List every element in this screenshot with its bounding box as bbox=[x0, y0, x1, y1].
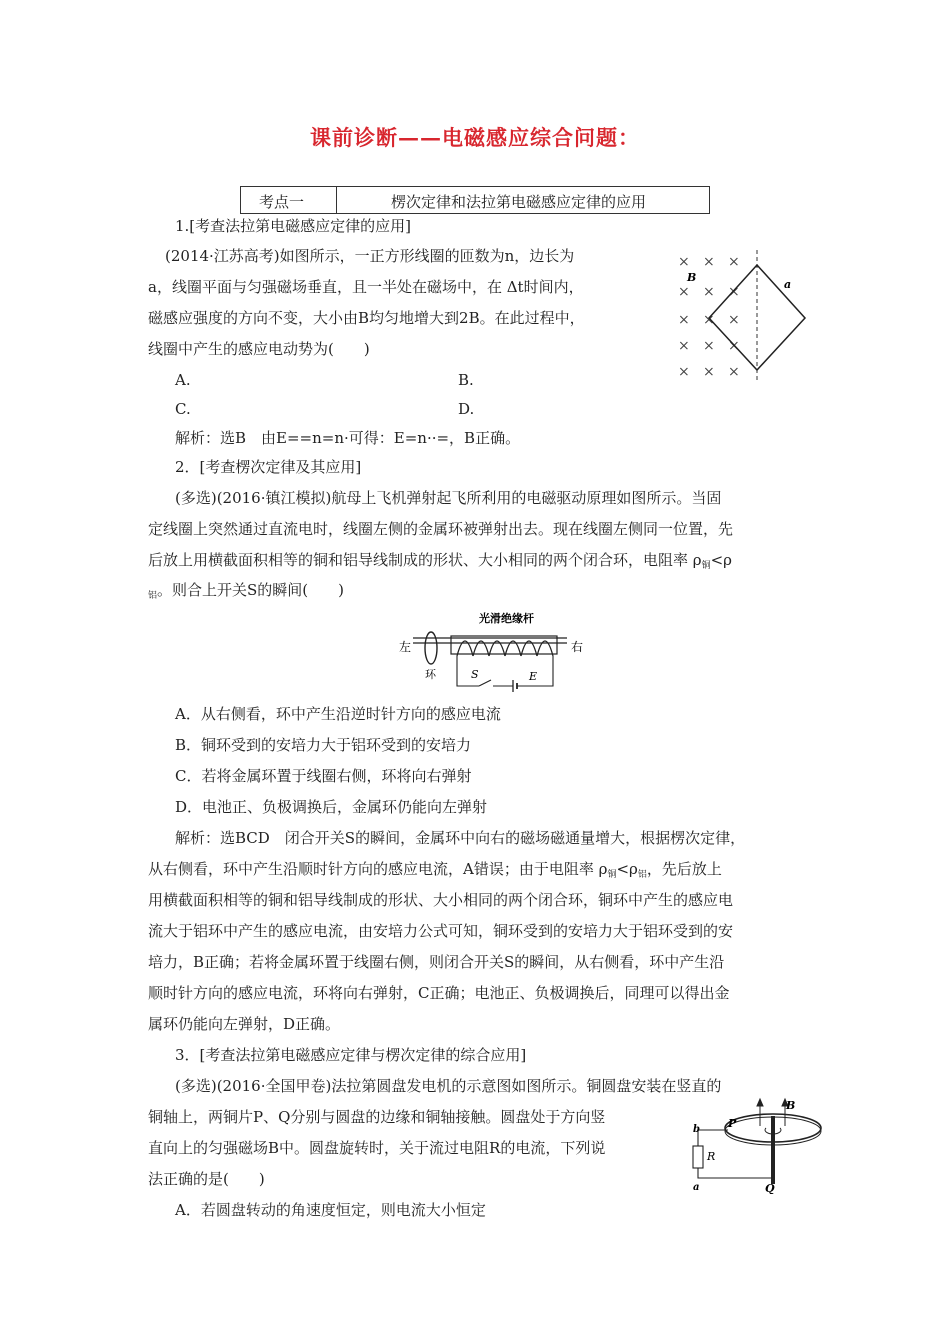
q2-answer-line: 用横截面积相等的铜和铝导线制成的形状、大小相同的两个闭合环，铜环中产生的感应电 bbox=[148, 891, 734, 909]
svg-text:×: × bbox=[678, 338, 690, 354]
side-a-label: a bbox=[784, 278, 792, 291]
svg-text:×: × bbox=[678, 364, 690, 380]
svg-text:×: × bbox=[728, 338, 740, 354]
topic-title: 楞次定律和法拉第电磁感应定律的应用 bbox=[391, 193, 647, 211]
topic-label: 考点一 bbox=[259, 193, 305, 211]
left-label: 左 bbox=[399, 640, 412, 654]
point-a-label: a bbox=[693, 1182, 700, 1193]
q1-text-line: a，线圈平面与匀强磁场垂直，且一半处在磁场中，在 Δt时间内， bbox=[148, 278, 584, 296]
page-title: 课前诊断——电磁感应综合问题： bbox=[310, 125, 640, 150]
resistor-label: R bbox=[707, 1150, 716, 1163]
svg-text:×: × bbox=[703, 312, 715, 328]
q2-option-a: A．从右侧看，环中产生沿逆时针方向的感应电流 bbox=[175, 705, 501, 723]
q1-option-d: D. bbox=[458, 400, 475, 418]
q2-answer-sub: 铜 bbox=[607, 870, 617, 880]
q2-option-d: D．电池正、负极调换后，金属环仍能向左弹射 bbox=[175, 798, 488, 816]
square-coil-figure bbox=[670, 248, 820, 383]
topic-box bbox=[240, 186, 710, 214]
q1-text-line: 磁感应强度的方向不变，大小由B均匀地增大到2B。在此过程中， bbox=[148, 309, 585, 327]
ring-label: 环 bbox=[425, 668, 436, 681]
q3-heading: 3．[考查法拉第电磁感应定律与楞次定律的综合应用] bbox=[175, 1046, 527, 1064]
q3-option-a: A．若圆盘转动的角速度恒定，则电流大小恒定 bbox=[175, 1201, 486, 1219]
q2-text-line: (多选)(2016·镇江模拟)航母上飞机弹射起飞所利用的电磁驱动原理如图所示。当固 bbox=[175, 489, 722, 507]
switch-label: S bbox=[471, 668, 479, 681]
q1-option-c: C. bbox=[175, 400, 191, 418]
q2-text: <ρ bbox=[710, 551, 732, 569]
q1-text-line: (2014·江苏高考)如图所示，一正方形线圈的匝数为n，边长为 bbox=[165, 247, 575, 265]
svg-text:×: × bbox=[678, 284, 690, 300]
q2-option-c: C．若将金属环置于线圈右侧，环将向右弹射 bbox=[175, 767, 472, 785]
q2-sub-copper: 铜 bbox=[701, 561, 711, 571]
q3-text-line: 铜轴上，两铜片P、Q分别与圆盘的边缘和铜轴接触。圆盘处于方向竖 bbox=[148, 1108, 606, 1126]
svg-text:×: × bbox=[728, 254, 740, 270]
point-b-label: b bbox=[693, 1124, 700, 1135]
q2-heading: 2．[考查楞次定律及其应用] bbox=[175, 458, 362, 476]
svg-text:×: × bbox=[728, 364, 740, 380]
resistor-r bbox=[693, 1146, 703, 1168]
q2-answer-sub: 铝 bbox=[637, 870, 647, 880]
svg-text:×: × bbox=[703, 338, 715, 354]
electromagnetic-launch-figure bbox=[395, 608, 610, 696]
q2-text: 。则合上开关S的瞬间( ) bbox=[157, 581, 344, 599]
svg-text:×: × bbox=[728, 312, 740, 328]
svg-text:×: × bbox=[703, 364, 715, 380]
q1-option-b: B. bbox=[458, 371, 474, 389]
q2-text-line bbox=[148, 580, 344, 606]
q3-text-line: 直向上的匀强磁场B中。圆盘旋转时，关于流过电阻R的电流，下列说 bbox=[148, 1139, 606, 1157]
q2-text: 后放上用横截面积相等的铜和铝导线制成的形状、大小相同的两个闭合环，电阻率 ρ bbox=[148, 551, 702, 569]
q2-answer-text: 从右侧看，环中产生沿顺时针方向的感应电流，A错误；由于电阻率 ρ bbox=[148, 860, 608, 878]
brush-q-label: Q bbox=[765, 1182, 775, 1194]
brush-p-label: P bbox=[728, 1117, 737, 1130]
q2-answer-line: 顺时针方向的感应电流，环将向右弹射，C正确；电池正、负极调换后，同理可以得出金 bbox=[148, 984, 730, 1002]
q2-answer-line: 流大于铝环中产生的感应电流，由安培力公式可知，铜环受到的安培力大于铝环受到的安 bbox=[148, 922, 734, 940]
q2-answer-line: 属环仍能向左弹射，D正确。 bbox=[148, 1015, 341, 1033]
q2-answer-line bbox=[148, 859, 722, 885]
q2-answer-text: <ρ bbox=[616, 860, 638, 878]
q2-sub-aluminum: 铝 bbox=[148, 591, 158, 601]
q1-answer: 解析：选B 由E==n=n·可得：E=n··=，B正确。 bbox=[175, 429, 521, 447]
q3-text-line: 法正确的是( ) bbox=[148, 1170, 265, 1188]
switch-s bbox=[479, 680, 491, 686]
rod-label: 光滑绝缘杆 bbox=[479, 612, 534, 625]
q2-answer-text: ，先后放上 bbox=[646, 860, 722, 878]
battery-label: E bbox=[529, 670, 538, 683]
circuit-wire bbox=[698, 1130, 728, 1146]
svg-text:×: × bbox=[703, 284, 715, 300]
faraday-disk-figure bbox=[688, 1096, 828, 1194]
q2-option-b: B．铜环受到的安培力大于铝环受到的安培力 bbox=[175, 736, 472, 754]
q2-text-line bbox=[148, 550, 732, 576]
metal-ring bbox=[425, 632, 437, 664]
q2-answer-line: 培力，B正确；若将金属环置于线圈右侧，则闭合开关S的瞬间，从右侧看，环中产生沿 bbox=[148, 953, 725, 971]
svg-text:×: × bbox=[703, 254, 715, 270]
q1-heading: 1.[考查法拉第电磁感应定律的应用] bbox=[175, 217, 412, 235]
svg-text:×: × bbox=[728, 284, 740, 300]
q2-text-line: 定线圈上突然通过直流电时，线圈左侧的金属环被弹射出去。现在线圈左侧同一位置，先 bbox=[148, 520, 734, 538]
q2-answer-line: 解析：选BCD 闭合开关S的瞬间，金属环中向右的磁场磁通量增大，根据楞次定律， bbox=[175, 829, 746, 847]
svg-text:×: × bbox=[678, 254, 690, 270]
field-b-label: B bbox=[786, 1099, 796, 1112]
field-b-label: B bbox=[687, 271, 697, 284]
q1-text-line: 线圈中产生的感应电动势为( ) bbox=[148, 340, 370, 358]
svg-text:×: × bbox=[678, 312, 690, 328]
q1-option-a: A. bbox=[175, 371, 191, 389]
q3-text-line: (多选)(2016·全国甲卷)法拉第圆盘发电机的示意图如图所示。铜圆盘安装在竖直的 bbox=[175, 1077, 722, 1095]
right-label: 右 bbox=[571, 640, 584, 654]
